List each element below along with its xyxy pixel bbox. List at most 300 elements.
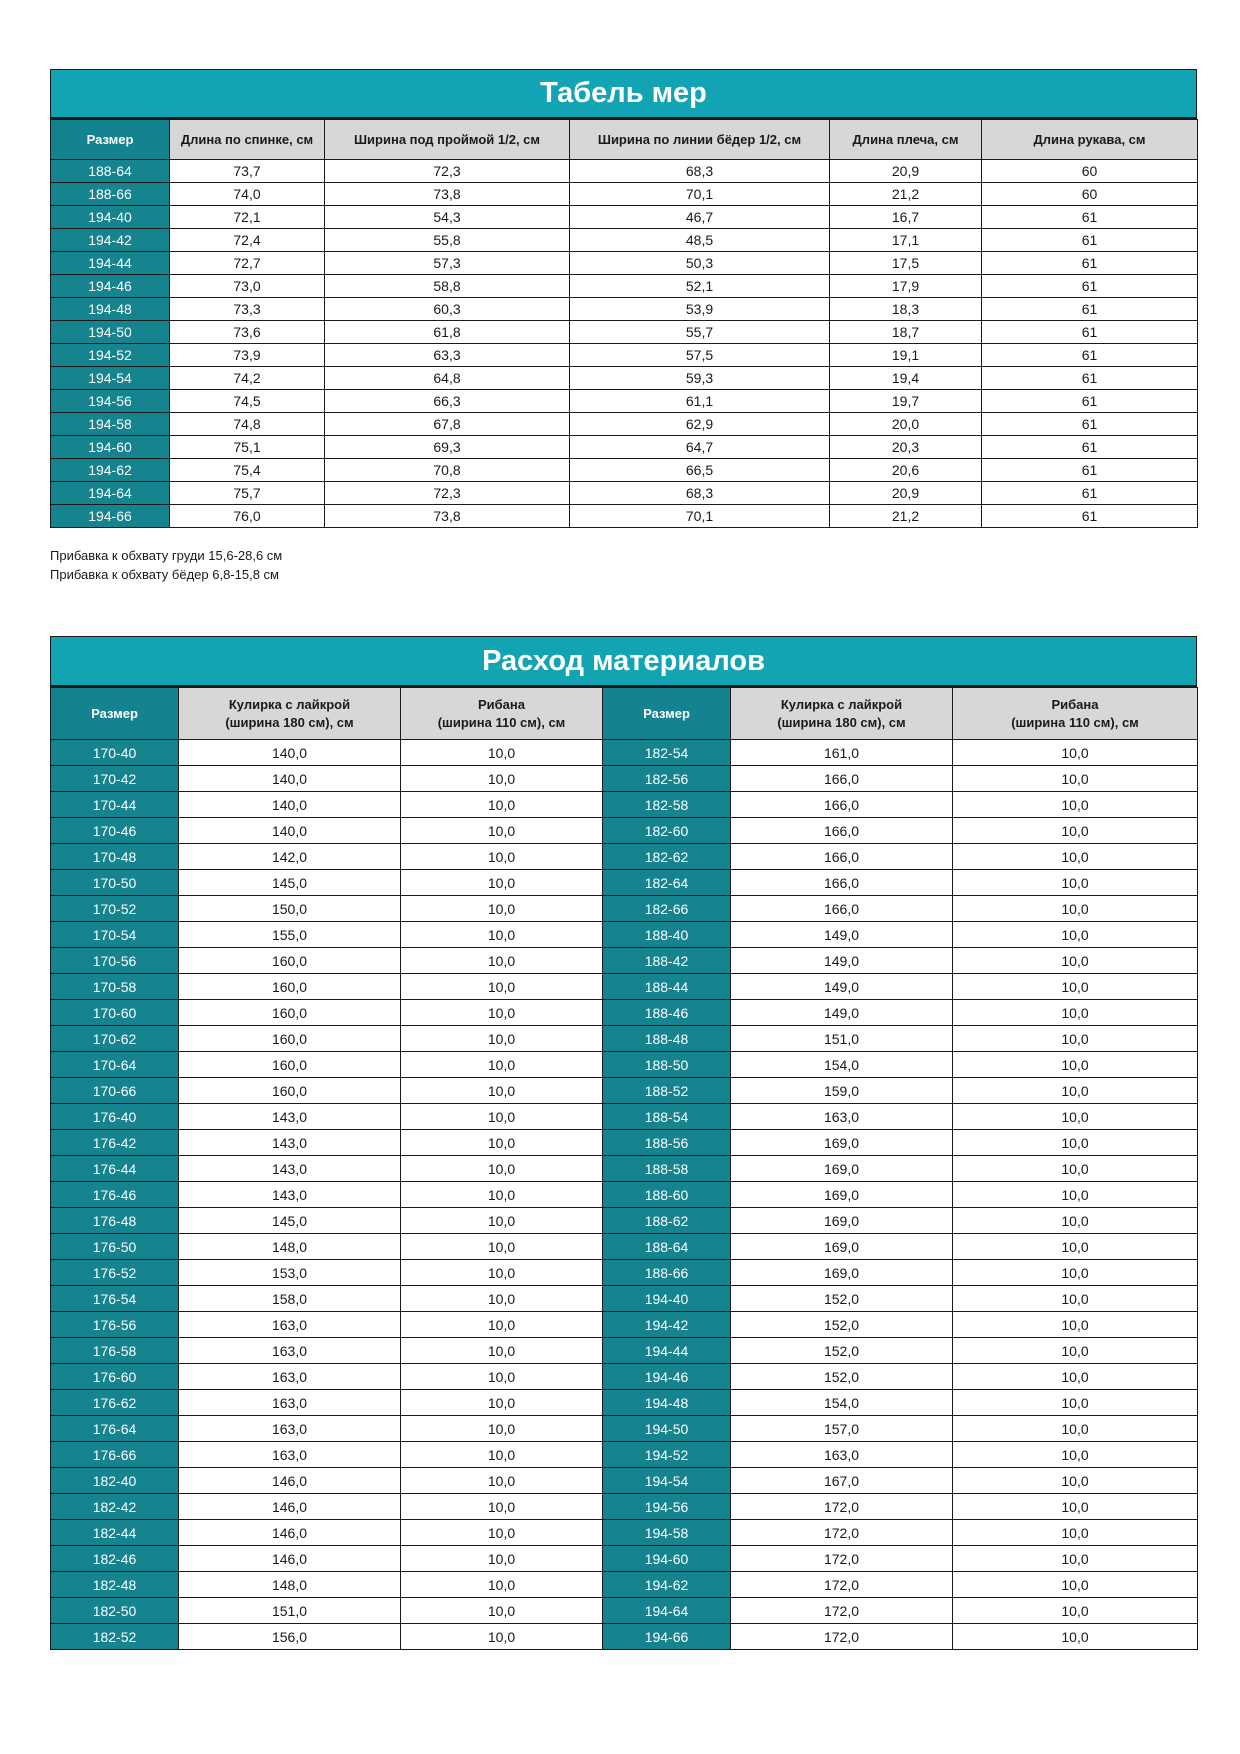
value-cell: 10,0: [401, 870, 603, 896]
table-row: [51, 482, 1198, 505]
value-cell: 150,0: [179, 896, 401, 922]
size-cell: 176-64: [51, 1416, 179, 1442]
value-cell: 55,7: [570, 321, 830, 344]
table-row: [51, 505, 1198, 528]
value-cell: 151,0: [179, 1598, 401, 1624]
value-cell: 61: [982, 505, 1198, 528]
value-cell: 163,0: [179, 1312, 401, 1338]
value-cell: 10,0: [953, 1260, 1198, 1286]
value-cell: 10,0: [953, 1286, 1198, 1312]
value-cell: 156,0: [179, 1624, 401, 1650]
value-cell: 10,0: [953, 1520, 1198, 1546]
value-cell: 160,0: [179, 974, 401, 1000]
notes: [50, 546, 282, 584]
size-cell: 182-64: [603, 870, 731, 896]
size-cell: 176-42: [51, 1130, 179, 1156]
table-row: [51, 183, 1198, 206]
materials-title: Расход материалов: [50, 636, 1197, 687]
value-cell: 148,0: [179, 1572, 401, 1598]
size-cell: 194-48: [51, 298, 170, 321]
value-cell: 140,0: [179, 740, 401, 766]
header-ribana-left: Рибана (ширина 110 см), см: [401, 688, 603, 740]
value-cell: 61: [982, 298, 1198, 321]
materials-section: [50, 636, 1197, 1650]
table-row: [51, 1078, 1198, 1104]
size-cell: 176-52: [51, 1260, 179, 1286]
value-cell: 20,0: [830, 413, 982, 436]
value-cell: 69,3: [325, 436, 570, 459]
value-cell: 10,0: [953, 1052, 1198, 1078]
value-cell: 64,8: [325, 367, 570, 390]
table-row: [51, 390, 1198, 413]
value-cell: 10,0: [953, 766, 1198, 792]
size-cell: 182-66: [603, 896, 731, 922]
value-cell: 61: [982, 367, 1198, 390]
table-row: [51, 1494, 1198, 1520]
table-row: [51, 1234, 1198, 1260]
value-cell: 61: [982, 344, 1198, 367]
value-cell: 161,0: [731, 740, 953, 766]
value-cell: 10,0: [953, 922, 1198, 948]
value-cell: 17,1: [830, 229, 982, 252]
materials-header-row: [51, 688, 1198, 740]
value-cell: 61: [982, 390, 1198, 413]
size-cell: 194-54: [51, 367, 170, 390]
size-cell: 170-40: [51, 740, 179, 766]
value-cell: 10,0: [401, 896, 603, 922]
table-row: [51, 1390, 1198, 1416]
value-cell: 10,0: [953, 1468, 1198, 1494]
value-cell: 163,0: [179, 1442, 401, 1468]
table-row: [51, 459, 1198, 482]
size-cell: 194-62: [51, 459, 170, 482]
table-row: [51, 948, 1198, 974]
size-cell: 188-40: [603, 922, 731, 948]
value-cell: 145,0: [179, 1208, 401, 1234]
measurements-title: Табель мер: [50, 69, 1197, 119]
value-cell: 19,1: [830, 344, 982, 367]
size-cell: 170-58: [51, 974, 179, 1000]
value-cell: 61: [982, 482, 1198, 505]
value-cell: 59,3: [570, 367, 830, 390]
table-row: [51, 1338, 1198, 1364]
value-cell: 163,0: [731, 1442, 953, 1468]
value-cell: 10,0: [953, 1598, 1198, 1624]
value-cell: 10,0: [953, 1312, 1198, 1338]
value-cell: 55,8: [325, 229, 570, 252]
value-cell: 169,0: [731, 1182, 953, 1208]
size-cell: 194-66: [603, 1624, 731, 1650]
size-cell: 182-56: [603, 766, 731, 792]
value-cell: 70,1: [570, 183, 830, 206]
value-cell: 70,8: [325, 459, 570, 482]
value-cell: 63,3: [325, 344, 570, 367]
value-cell: 61: [982, 459, 1198, 482]
size-cell: 170-62: [51, 1026, 179, 1052]
value-cell: 10,0: [953, 1390, 1198, 1416]
value-cell: 10,0: [401, 1572, 603, 1598]
value-cell: 160,0: [179, 1078, 401, 1104]
size-cell: 194-60: [51, 436, 170, 459]
size-cell: 194-46: [603, 1364, 731, 1390]
value-cell: 17,9: [830, 275, 982, 298]
value-cell: 18,7: [830, 321, 982, 344]
value-cell: 10,0: [401, 1052, 603, 1078]
value-cell: 155,0: [179, 922, 401, 948]
size-cell: 194-50: [603, 1416, 731, 1442]
table-row: [51, 1546, 1198, 1572]
value-cell: 21,2: [830, 505, 982, 528]
value-cell: 72,3: [325, 160, 570, 183]
value-cell: 10,0: [953, 1546, 1198, 1572]
value-cell: 10,0: [953, 948, 1198, 974]
size-cell: 188-66: [603, 1260, 731, 1286]
value-cell: 76,0: [170, 505, 325, 528]
value-cell: 20,9: [830, 160, 982, 183]
size-cell: 176-46: [51, 1182, 179, 1208]
value-cell: 172,0: [731, 1624, 953, 1650]
value-cell: 67,8: [325, 413, 570, 436]
measurements-section: [50, 69, 1197, 528]
value-cell: 20,6: [830, 459, 982, 482]
value-cell: 10,0: [953, 1104, 1198, 1130]
value-cell: 166,0: [731, 818, 953, 844]
value-cell: 72,3: [325, 482, 570, 505]
table-row: [51, 1130, 1198, 1156]
measurements-header-row: [51, 120, 1198, 160]
size-cell: 182-58: [603, 792, 731, 818]
table-row: [51, 252, 1198, 275]
table-row: [51, 922, 1198, 948]
table-row: [51, 1624, 1198, 1650]
value-cell: 163,0: [179, 1364, 401, 1390]
value-cell: 10,0: [953, 740, 1198, 766]
value-cell: 172,0: [731, 1598, 953, 1624]
value-cell: 10,0: [401, 818, 603, 844]
value-cell: 146,0: [179, 1546, 401, 1572]
size-cell: 176-44: [51, 1156, 179, 1182]
size-cell: 182-44: [51, 1520, 179, 1546]
value-cell: 73,8: [325, 505, 570, 528]
size-cell: 182-46: [51, 1546, 179, 1572]
value-cell: 46,7: [570, 206, 830, 229]
value-cell: 74,0: [170, 183, 325, 206]
size-cell: 170-64: [51, 1052, 179, 1078]
value-cell: 66,5: [570, 459, 830, 482]
value-cell: 10,0: [953, 1572, 1198, 1598]
size-cell: 194-56: [603, 1494, 731, 1520]
size-cell: 188-64: [51, 160, 170, 183]
value-cell: 61: [982, 413, 1198, 436]
value-cell: 10,0: [953, 1442, 1198, 1468]
value-cell: 10,0: [401, 1416, 603, 1442]
value-cell: 53,9: [570, 298, 830, 321]
value-cell: 10,0: [401, 844, 603, 870]
value-cell: 154,0: [731, 1390, 953, 1416]
value-cell: 73,6: [170, 321, 325, 344]
materials-table: [50, 687, 1198, 1650]
value-cell: 10,0: [401, 1338, 603, 1364]
value-cell: 75,1: [170, 436, 325, 459]
size-cell: 170-44: [51, 792, 179, 818]
value-cell: 10,0: [953, 1156, 1198, 1182]
size-cell: 194-60: [603, 1546, 731, 1572]
value-cell: 75,7: [170, 482, 325, 505]
value-cell: 142,0: [179, 844, 401, 870]
table-row: [51, 1468, 1198, 1494]
value-cell: 160,0: [179, 948, 401, 974]
value-cell: 172,0: [731, 1546, 953, 1572]
value-cell: 163,0: [731, 1104, 953, 1130]
value-cell: 60: [982, 160, 1198, 183]
size-cell: 182-48: [51, 1572, 179, 1598]
value-cell: 73,7: [170, 160, 325, 183]
size-cell: 170-42: [51, 766, 179, 792]
value-cell: 74,5: [170, 390, 325, 413]
value-cell: 61: [982, 321, 1198, 344]
value-cell: 10,0: [953, 1494, 1198, 1520]
value-cell: 169,0: [731, 1234, 953, 1260]
table-row: [51, 818, 1198, 844]
value-cell: 149,0: [731, 974, 953, 1000]
size-cell: 194-42: [603, 1312, 731, 1338]
value-cell: 169,0: [731, 1156, 953, 1182]
table-row: [51, 321, 1198, 344]
value-cell: 146,0: [179, 1520, 401, 1546]
header-ribana-right: Рибана (ширина 110 см), см: [953, 688, 1198, 740]
value-cell: 143,0: [179, 1104, 401, 1130]
value-cell: 10,0: [401, 1520, 603, 1546]
value-cell: 10,0: [953, 844, 1198, 870]
size-cell: 176-58: [51, 1338, 179, 1364]
value-cell: 61: [982, 252, 1198, 275]
table-row: [51, 1364, 1198, 1390]
header-shoulder-length: Длина плеча, см: [830, 120, 982, 160]
value-cell: 10,0: [953, 896, 1198, 922]
size-cell: 194-58: [603, 1520, 731, 1546]
value-cell: 159,0: [731, 1078, 953, 1104]
table-row: [51, 1182, 1198, 1208]
value-cell: 10,0: [401, 1156, 603, 1182]
table-row: [51, 367, 1198, 390]
size-cell: 176-66: [51, 1442, 179, 1468]
header-size-left: Размер: [51, 688, 179, 740]
materials-body: [51, 740, 1198, 1650]
value-cell: 140,0: [179, 818, 401, 844]
size-cell: 188-50: [603, 1052, 731, 1078]
value-cell: 10,0: [401, 922, 603, 948]
header-kulirka-left: Кулирка с лайкрой (ширина 180 см), см: [179, 688, 401, 740]
value-cell: 10,0: [953, 1338, 1198, 1364]
value-cell: 166,0: [731, 896, 953, 922]
size-cell: 182-42: [51, 1494, 179, 1520]
size-cell: 188-54: [603, 1104, 731, 1130]
size-cell: 194-58: [51, 413, 170, 436]
size-cell: 176-54: [51, 1286, 179, 1312]
value-cell: 10,0: [401, 1208, 603, 1234]
value-cell: 10,0: [401, 1598, 603, 1624]
size-cell: 176-50: [51, 1234, 179, 1260]
table-row: [51, 1520, 1198, 1546]
value-cell: 73,3: [170, 298, 325, 321]
value-cell: 10,0: [401, 1234, 603, 1260]
value-cell: 58,8: [325, 275, 570, 298]
size-cell: 188-64: [603, 1234, 731, 1260]
value-cell: 57,3: [325, 252, 570, 275]
size-cell: 176-48: [51, 1208, 179, 1234]
value-cell: 10,0: [953, 870, 1198, 896]
value-cell: 61,1: [570, 390, 830, 413]
value-cell: 146,0: [179, 1494, 401, 1520]
size-cell: 182-60: [603, 818, 731, 844]
size-cell: 194-44: [51, 252, 170, 275]
value-cell: 72,7: [170, 252, 325, 275]
size-cell: 188-48: [603, 1026, 731, 1052]
value-cell: 145,0: [179, 870, 401, 896]
size-cell: 194-48: [603, 1390, 731, 1416]
table-row: [51, 206, 1198, 229]
header-sleeve-length: Длина рукава, см: [982, 120, 1198, 160]
value-cell: 72,4: [170, 229, 325, 252]
table-row: [51, 1572, 1198, 1598]
table-row: [51, 413, 1198, 436]
value-cell: 158,0: [179, 1286, 401, 1312]
value-cell: 10,0: [401, 1182, 603, 1208]
value-cell: 10,0: [953, 1130, 1198, 1156]
value-cell: 68,3: [570, 160, 830, 183]
value-cell: 149,0: [731, 1000, 953, 1026]
value-cell: 163,0: [179, 1416, 401, 1442]
table-row: [51, 1156, 1198, 1182]
size-cell: 188-44: [603, 974, 731, 1000]
value-cell: 52,1: [570, 275, 830, 298]
value-cell: 72,1: [170, 206, 325, 229]
table-row: [51, 1260, 1198, 1286]
table-row: [51, 1312, 1198, 1338]
value-cell: 74,2: [170, 367, 325, 390]
value-cell: 61,8: [325, 321, 570, 344]
value-cell: 10,0: [401, 974, 603, 1000]
size-cell: 194-52: [51, 344, 170, 367]
value-cell: 10,0: [953, 1234, 1198, 1260]
table-row: [51, 766, 1198, 792]
table-row: [51, 1416, 1198, 1442]
size-cell: 182-50: [51, 1598, 179, 1624]
header-chest-width: Ширина под проймой 1/2, см: [325, 120, 570, 160]
size-cell: 188-46: [603, 1000, 731, 1026]
value-cell: 50,3: [570, 252, 830, 275]
size-cell: 188-58: [603, 1156, 731, 1182]
value-cell: 152,0: [731, 1364, 953, 1390]
value-cell: 10,0: [953, 974, 1198, 1000]
table-row: [51, 229, 1198, 252]
value-cell: 10,0: [401, 1260, 603, 1286]
value-cell: 160,0: [179, 1000, 401, 1026]
size-cell: 188-62: [603, 1208, 731, 1234]
value-cell: 10,0: [401, 1390, 603, 1416]
size-cell: 194-42: [51, 229, 170, 252]
value-cell: 149,0: [731, 922, 953, 948]
value-cell: 169,0: [731, 1208, 953, 1234]
value-cell: 54,3: [325, 206, 570, 229]
table-row: [51, 1052, 1198, 1078]
size-cell: 170-56: [51, 948, 179, 974]
value-cell: 10,0: [401, 766, 603, 792]
value-cell: 10,0: [401, 1286, 603, 1312]
value-cell: 20,9: [830, 482, 982, 505]
size-cell: 182-62: [603, 844, 731, 870]
value-cell: 16,7: [830, 206, 982, 229]
size-cell: 194-54: [603, 1468, 731, 1494]
value-cell: 153,0: [179, 1260, 401, 1286]
measurements-body: [51, 160, 1198, 528]
value-cell: 163,0: [179, 1390, 401, 1416]
value-cell: 10,0: [401, 1000, 603, 1026]
table-row: [51, 1286, 1198, 1312]
value-cell: 143,0: [179, 1156, 401, 1182]
size-cell: 176-62: [51, 1390, 179, 1416]
value-cell: 151,0: [731, 1026, 953, 1052]
size-cell: 176-60: [51, 1364, 179, 1390]
table-row: [51, 160, 1198, 183]
value-cell: 10,0: [401, 1104, 603, 1130]
value-cell: 10,0: [401, 740, 603, 766]
value-cell: 62,9: [570, 413, 830, 436]
value-cell: 152,0: [731, 1312, 953, 1338]
table-row: [51, 1000, 1198, 1026]
size-cell: 176-56: [51, 1312, 179, 1338]
table-row: [51, 436, 1198, 459]
table-row: [51, 896, 1198, 922]
value-cell: 10,0: [953, 1416, 1198, 1442]
table-row: [51, 344, 1198, 367]
table-row: [51, 1208, 1198, 1234]
table-row: [51, 1598, 1198, 1624]
value-cell: 10,0: [401, 1026, 603, 1052]
measurements-table: [50, 119, 1198, 528]
value-cell: 152,0: [731, 1338, 953, 1364]
header-hip-width: Ширина по линии бёдер 1/2, см: [570, 120, 830, 160]
value-cell: 10,0: [953, 1182, 1198, 1208]
value-cell: 10,0: [953, 1624, 1198, 1650]
value-cell: 169,0: [731, 1130, 953, 1156]
value-cell: 10,0: [401, 1312, 603, 1338]
value-cell: 140,0: [179, 766, 401, 792]
value-cell: 10,0: [401, 948, 603, 974]
size-cell: 176-40: [51, 1104, 179, 1130]
value-cell: 167,0: [731, 1468, 953, 1494]
size-cell: 194-62: [603, 1572, 731, 1598]
header-kulirka-right: Кулирка с лайкрой (ширина 180 см), см: [731, 688, 953, 740]
size-cell: 170-52: [51, 896, 179, 922]
size-cell: 170-50: [51, 870, 179, 896]
size-cell: 188-60: [603, 1182, 731, 1208]
value-cell: 10,0: [401, 1546, 603, 1572]
value-cell: 10,0: [401, 1624, 603, 1650]
size-cell: 170-66: [51, 1078, 179, 1104]
table-row: [51, 275, 1198, 298]
value-cell: 10,0: [401, 1364, 603, 1390]
value-cell: 140,0: [179, 792, 401, 818]
value-cell: 10,0: [953, 1000, 1198, 1026]
value-cell: 172,0: [731, 1520, 953, 1546]
value-cell: 172,0: [731, 1494, 953, 1520]
size-cell: 170-46: [51, 818, 179, 844]
table-row: [51, 1026, 1198, 1052]
value-cell: 17,5: [830, 252, 982, 275]
value-cell: 10,0: [401, 1468, 603, 1494]
value-cell: 146,0: [179, 1468, 401, 1494]
